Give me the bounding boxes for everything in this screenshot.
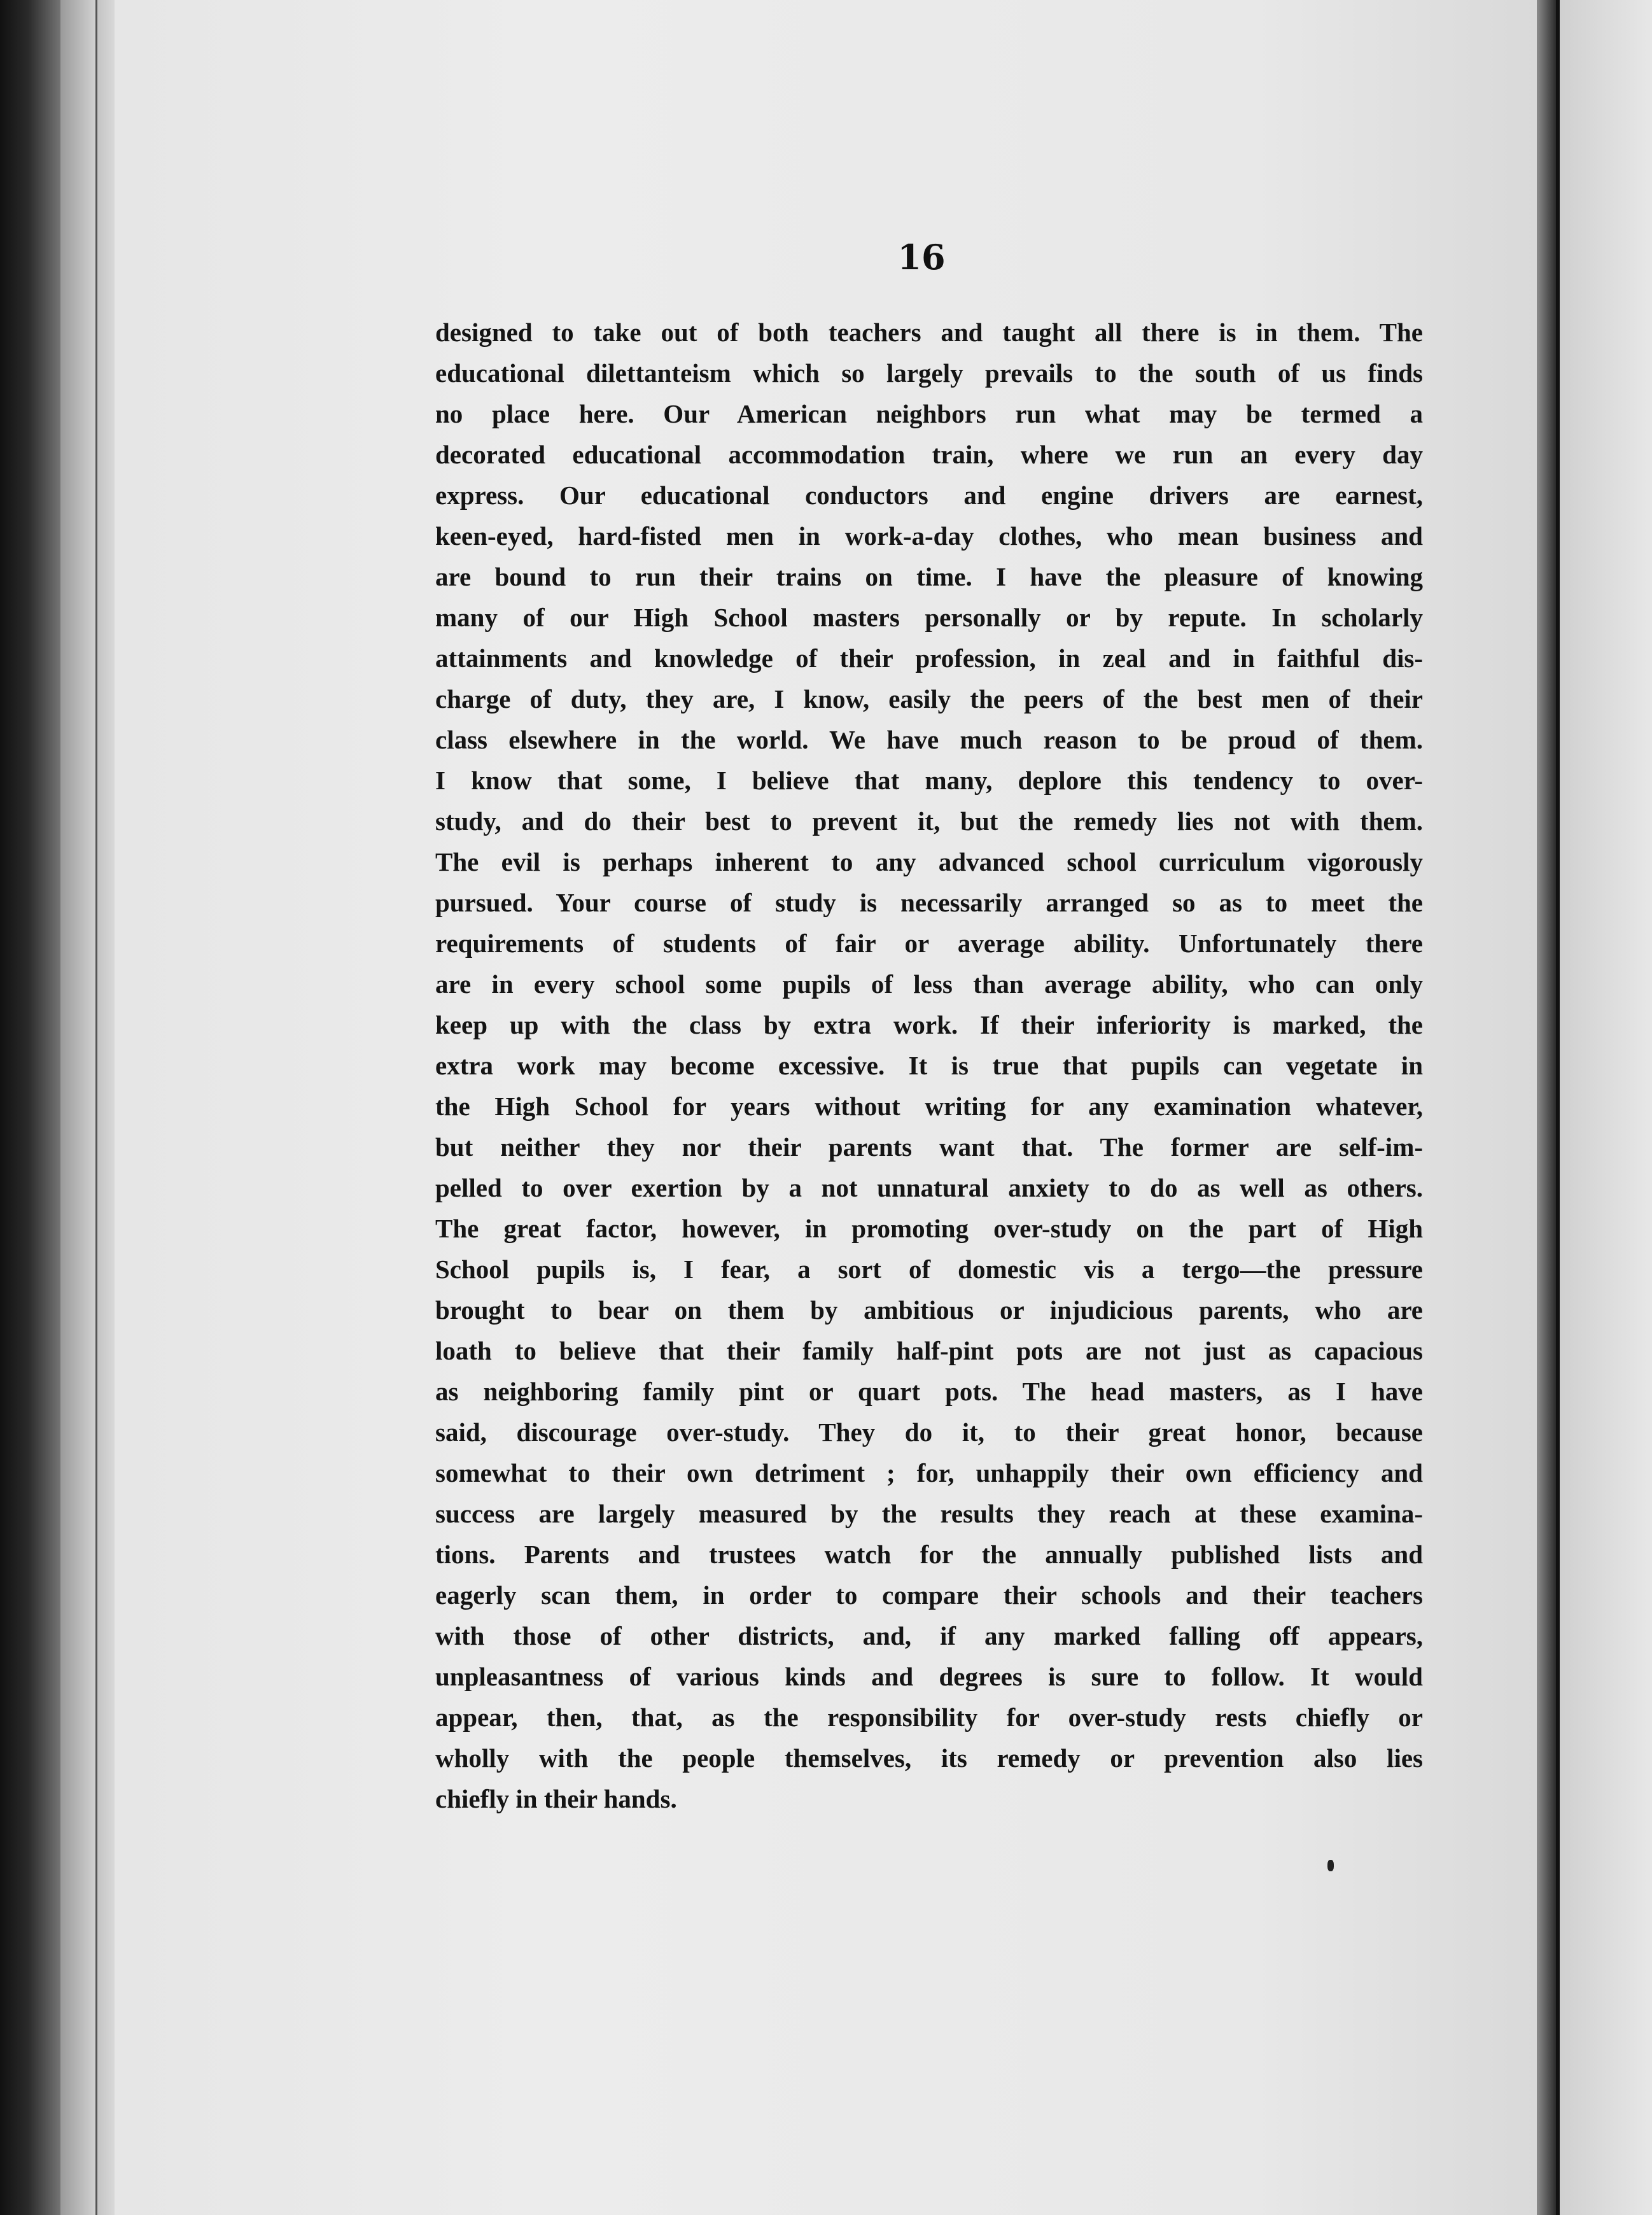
text-line: educational dilettanteism which so largely prevails to the south of us finds xyxy=(435,358,1423,388)
text-line: express. Our educational conductors and engine drivers are earnest, xyxy=(435,481,1423,510)
ink-speck xyxy=(1327,1860,1334,1871)
text-line: brought to bear on them by ambitious or injudicious parents, who are xyxy=(435,1295,1423,1325)
text-line: I know that some, I believe that many, deplore this tendency to over- xyxy=(435,766,1423,795)
text-line: eagerly scan them, in order to compare their schools and their teachers xyxy=(435,1580,1423,1610)
text-line: tions. Parents and trustees watch for the annually published lists and xyxy=(435,1540,1423,1569)
text-line: success are largely measured by the results they reach at these examina- xyxy=(435,1499,1423,1528)
text-line: are in every school some pupils of less than average ability, who can only xyxy=(435,969,1423,999)
facing-page-edge xyxy=(1556,0,1652,2215)
text-line: attainments and knowledge of their profession, in zeal and in faithful dis- xyxy=(435,643,1423,673)
text-line: the High School for years without writing for any examination whatever, xyxy=(435,1092,1423,1121)
text-line: School pupils is, I fear, a sort of domestic vis a tergo—the pressure xyxy=(435,1255,1423,1284)
text-line: pursued. Your course of study is necessarily arranged so as to meet the xyxy=(435,888,1423,917)
page-gutter-shadow xyxy=(1537,0,1556,2215)
text-line: but neither they nor their parents want that. The former are self-im- xyxy=(435,1132,1423,1162)
text-line: The great factor, however, in promoting over-study on the part of High xyxy=(435,1214,1423,1243)
text-line: keen-eyed, hard-fisted men in work-a-day clothes, who mean business and xyxy=(435,521,1423,551)
text-line: many of our High School masters personally or by repute. In scholarly xyxy=(435,603,1423,632)
text-line: decorated educational accommodation train, where we run an every day xyxy=(435,440,1423,469)
text-line: designed to take out of both teachers and taught all there is in them. The xyxy=(435,318,1423,347)
body-text xyxy=(435,312,1423,1819)
text-line: loath to believe that their family half-pint pots are not just as capacious xyxy=(435,1336,1423,1365)
text-line: said, discourage over-study. They do it, to their great honor, because xyxy=(435,1417,1423,1447)
text-line: appear, then, that, as the responsibility for over-study rests chiefly or xyxy=(435,1703,1423,1732)
text-line: keep up with the class by extra work. If their inferiority is marked, the xyxy=(435,1010,1423,1039)
text-line: are bound to run their trains on time. I have the pleasure of knowing xyxy=(435,562,1423,591)
text-line: no place here. Our American neighbors run what may be termed a xyxy=(435,399,1423,428)
page-edge-dark xyxy=(0,0,70,2215)
text-line: as neighboring family pint or quart pots. The head masters, as I have xyxy=(435,1377,1423,1406)
text-line: The evil is perhaps inherent to any advanced school curriculum vigorously xyxy=(435,847,1423,876)
text-line: unpleasantness of various kinds and degrees is sure to follow. It would xyxy=(435,1662,1423,1691)
text-line: pelled to over exertion by a not unnatural anxiety to do as well as others. xyxy=(435,1173,1423,1202)
page-number: 16 xyxy=(897,237,946,278)
text-line: requirements of students of fair or average ability. Unfortunately there xyxy=(435,929,1423,958)
text-line: with those of other districts, and, if any marked falling off appears, xyxy=(435,1621,1423,1650)
text-line: extra work may become excessive. It is true that pupils can vegetate in xyxy=(435,1051,1423,1080)
text-line: somewhat to their own detriment ; for, unhappily their own efficiency and xyxy=(435,1458,1423,1487)
page-edge-middle xyxy=(60,0,99,2215)
text-line: study, and do their best to prevent it, but the remedy lies not with them. xyxy=(435,806,1423,836)
text-line: chiefly in their hands. xyxy=(435,1784,677,1813)
text-line: charge of duty, they are, I know, easily the peers of the best men of their xyxy=(435,684,1423,714)
text-line: wholly with the people themselves, its remedy or prevention also lies xyxy=(435,1743,1423,1773)
text-line: class elsewhere in the world. We have much reason to be proud of them. xyxy=(435,725,1423,754)
